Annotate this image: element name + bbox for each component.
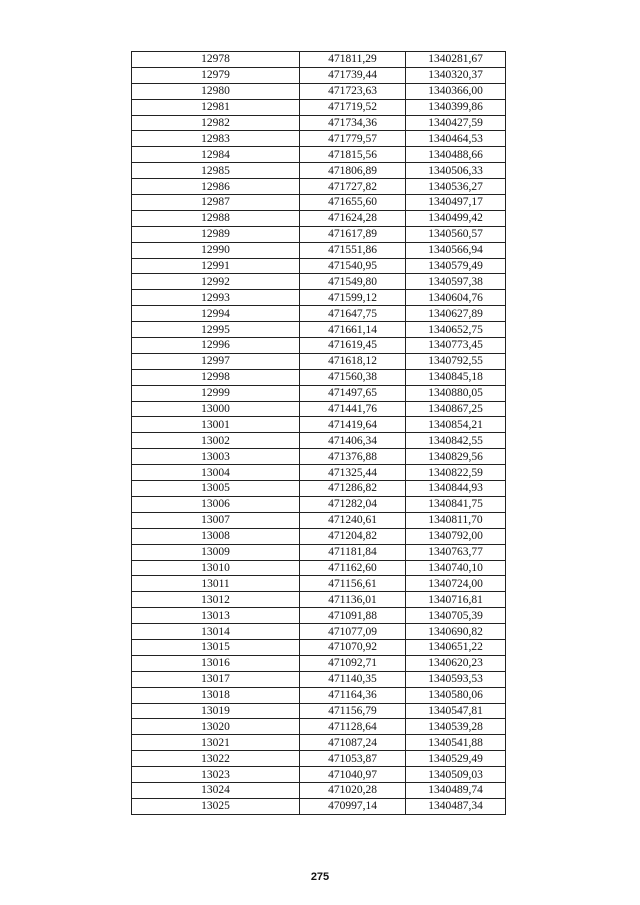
table-row [132, 528, 506, 544]
x-coordinate-cell: 471376,88 [300, 449, 406, 465]
table-row [132, 115, 506, 131]
y-coordinate-cell: 1340854,21 [406, 417, 506, 433]
y-coordinate-cell: 1340597,38 [406, 274, 506, 290]
y-coordinate-cell: 1340506,33 [406, 163, 506, 179]
point-number-cell: 12979 [132, 67, 300, 83]
y-coordinate-cell: 1340822,59 [406, 465, 506, 481]
point-number-cell: 13005 [132, 481, 300, 497]
y-coordinate-cell: 1340716,81 [406, 592, 506, 608]
x-coordinate-cell: 471077,09 [300, 624, 406, 640]
table-row [132, 671, 506, 687]
table-row [132, 338, 506, 354]
table-row [132, 687, 506, 703]
x-coordinate-cell: 471164,36 [300, 687, 406, 703]
table-row [132, 322, 506, 338]
x-coordinate-cell: 470997,14 [300, 798, 406, 814]
y-coordinate-cell: 1340399,86 [406, 99, 506, 115]
point-number-cell: 12978 [132, 52, 300, 68]
x-coordinate-cell: 471719,52 [300, 99, 406, 115]
y-coordinate-cell: 1340547,81 [406, 703, 506, 719]
x-coordinate-cell: 471599,12 [300, 290, 406, 306]
table-row [132, 544, 506, 560]
point-number-cell: 13003 [132, 449, 300, 465]
x-coordinate-cell: 471551,86 [300, 242, 406, 258]
y-coordinate-cell: 1340652,75 [406, 322, 506, 338]
point-number-cell: 13006 [132, 496, 300, 512]
table-row [132, 481, 506, 497]
y-coordinate-cell: 1340627,89 [406, 306, 506, 322]
point-number-cell: 13019 [132, 703, 300, 719]
x-coordinate-cell: 471040,97 [300, 767, 406, 783]
table-row [132, 560, 506, 576]
point-number-cell: 13021 [132, 735, 300, 751]
point-number-cell: 13010 [132, 560, 300, 576]
point-number-cell: 12996 [132, 338, 300, 354]
x-coordinate-cell: 471806,89 [300, 163, 406, 179]
y-coordinate-cell: 1340763,77 [406, 544, 506, 560]
point-number-cell: 12997 [132, 353, 300, 369]
y-coordinate-cell: 1340651,22 [406, 639, 506, 655]
table-row [132, 353, 506, 369]
x-coordinate-cell: 471087,24 [300, 735, 406, 751]
point-number-cell: 12998 [132, 369, 300, 385]
table-row [132, 131, 506, 147]
x-coordinate-cell: 471181,84 [300, 544, 406, 560]
page-number: 275 [310, 871, 330, 883]
y-coordinate-cell: 1340842,55 [406, 433, 506, 449]
table-row [132, 608, 506, 624]
y-coordinate-cell: 1340487,34 [406, 798, 506, 814]
point-number-cell: 13002 [132, 433, 300, 449]
point-number-cell: 12986 [132, 179, 300, 195]
y-coordinate-cell: 1340841,75 [406, 496, 506, 512]
table-row [132, 385, 506, 401]
x-coordinate-cell: 471325,44 [300, 465, 406, 481]
table-row [132, 179, 506, 195]
x-coordinate-cell: 471020,28 [300, 782, 406, 798]
table-row [132, 195, 506, 211]
point-number-cell: 12995 [132, 322, 300, 338]
point-number-cell: 13000 [132, 401, 300, 417]
table-row [132, 719, 506, 735]
table-row [132, 210, 506, 226]
table-row [132, 147, 506, 163]
y-coordinate-cell: 1340845,18 [406, 369, 506, 385]
y-coordinate-cell: 1340499,42 [406, 210, 506, 226]
x-coordinate-cell: 471406,34 [300, 433, 406, 449]
y-coordinate-cell: 1340281,67 [406, 52, 506, 68]
point-number-cell: 13018 [132, 687, 300, 703]
point-number-cell: 13024 [132, 782, 300, 798]
x-coordinate-cell: 471617,89 [300, 226, 406, 242]
table-row [132, 496, 506, 512]
x-coordinate-cell: 471240,61 [300, 512, 406, 528]
table-row [132, 290, 506, 306]
y-coordinate-cell: 1340829,56 [406, 449, 506, 465]
y-coordinate-cell: 1340509,03 [406, 767, 506, 783]
y-coordinate-cell: 1340539,28 [406, 719, 506, 735]
y-coordinate-cell: 1340366,00 [406, 83, 506, 99]
x-coordinate-cell: 471655,60 [300, 195, 406, 211]
y-coordinate-cell: 1340620,23 [406, 655, 506, 671]
point-number-cell: 13025 [132, 798, 300, 814]
point-number-cell: 12981 [132, 99, 300, 115]
point-number-cell: 13004 [132, 465, 300, 481]
table-row [132, 592, 506, 608]
x-coordinate-cell: 471618,12 [300, 353, 406, 369]
point-number-cell: 12989 [132, 226, 300, 242]
x-coordinate-cell: 471540,95 [300, 258, 406, 274]
table-row [132, 226, 506, 242]
x-coordinate-cell: 471128,64 [300, 719, 406, 735]
point-number-cell: 12988 [132, 210, 300, 226]
point-number-cell: 13016 [132, 655, 300, 671]
table-row [132, 576, 506, 592]
table-row [132, 639, 506, 655]
point-number-cell: 13013 [132, 608, 300, 624]
table-row [132, 782, 506, 798]
x-coordinate-cell: 471549,80 [300, 274, 406, 290]
table-row [132, 258, 506, 274]
x-coordinate-cell: 471204,82 [300, 528, 406, 544]
table-row [132, 465, 506, 481]
table-row [132, 449, 506, 465]
y-coordinate-cell: 1340593,53 [406, 671, 506, 687]
y-coordinate-cell: 1340497,17 [406, 195, 506, 211]
point-number-cell: 13009 [132, 544, 300, 560]
point-number-cell: 12983 [132, 131, 300, 147]
point-number-cell: 13017 [132, 671, 300, 687]
table-row [132, 274, 506, 290]
point-number-cell: 13020 [132, 719, 300, 735]
table-body [132, 52, 506, 815]
y-coordinate-cell: 1340690,82 [406, 624, 506, 640]
table-row [132, 433, 506, 449]
table-row [132, 306, 506, 322]
table-row [132, 401, 506, 417]
table-row [132, 703, 506, 719]
x-coordinate-cell: 471441,76 [300, 401, 406, 417]
point-number-cell: 12993 [132, 290, 300, 306]
point-number-cell: 13001 [132, 417, 300, 433]
x-coordinate-cell: 471419,64 [300, 417, 406, 433]
point-number-cell: 12994 [132, 306, 300, 322]
x-coordinate-cell: 471286,82 [300, 481, 406, 497]
x-coordinate-cell: 471779,57 [300, 131, 406, 147]
x-coordinate-cell: 471811,29 [300, 52, 406, 68]
x-coordinate-cell: 471624,28 [300, 210, 406, 226]
table-row [132, 767, 506, 783]
y-coordinate-cell: 1340579,49 [406, 258, 506, 274]
table-row [132, 83, 506, 99]
point-number-cell: 13011 [132, 576, 300, 592]
table-row [132, 67, 506, 83]
x-coordinate-cell: 471282,04 [300, 496, 406, 512]
x-coordinate-cell: 471619,45 [300, 338, 406, 354]
table-row [132, 52, 506, 68]
y-coordinate-cell: 1340811,70 [406, 512, 506, 528]
x-coordinate-cell: 471162,60 [300, 560, 406, 576]
table-row [132, 369, 506, 385]
point-number-cell: 13008 [132, 528, 300, 544]
x-coordinate-cell: 471070,92 [300, 639, 406, 655]
point-number-cell: 13007 [132, 512, 300, 528]
x-coordinate-cell: 471497,65 [300, 385, 406, 401]
y-coordinate-cell: 1340844,93 [406, 481, 506, 497]
x-coordinate-cell: 471136,01 [300, 592, 406, 608]
point-number-cell: 13012 [132, 592, 300, 608]
coordinates-table [131, 51, 506, 815]
y-coordinate-cell: 1340724,00 [406, 576, 506, 592]
x-coordinate-cell: 471560,38 [300, 369, 406, 385]
point-number-cell: 12987 [132, 195, 300, 211]
table-row [132, 624, 506, 640]
table-row [132, 242, 506, 258]
point-number-cell: 12980 [132, 83, 300, 99]
x-coordinate-cell: 471156,61 [300, 576, 406, 592]
y-coordinate-cell: 1340580,06 [406, 687, 506, 703]
point-number-cell: 12992 [132, 274, 300, 290]
y-coordinate-cell: 1340792,55 [406, 353, 506, 369]
y-coordinate-cell: 1340536,27 [406, 179, 506, 195]
point-number-cell: 12990 [132, 242, 300, 258]
point-number-cell: 13023 [132, 767, 300, 783]
x-coordinate-cell: 471723,63 [300, 83, 406, 99]
point-number-cell: 13015 [132, 639, 300, 655]
y-coordinate-cell: 1340488,66 [406, 147, 506, 163]
y-coordinate-cell: 1340792,00 [406, 528, 506, 544]
table-row [132, 735, 506, 751]
x-coordinate-cell: 471091,88 [300, 608, 406, 624]
y-coordinate-cell: 1340489,74 [406, 782, 506, 798]
x-coordinate-cell: 471739,44 [300, 67, 406, 83]
x-coordinate-cell: 471156,79 [300, 703, 406, 719]
y-coordinate-cell: 1340773,45 [406, 338, 506, 354]
table-row [132, 655, 506, 671]
y-coordinate-cell: 1340705,39 [406, 608, 506, 624]
point-number-cell: 12982 [132, 115, 300, 131]
table-row [132, 417, 506, 433]
point-number-cell: 12999 [132, 385, 300, 401]
y-coordinate-cell: 1340560,57 [406, 226, 506, 242]
y-coordinate-cell: 1340541,88 [406, 735, 506, 751]
x-coordinate-cell: 471092,71 [300, 655, 406, 671]
table-row [132, 751, 506, 767]
y-coordinate-cell: 1340604,76 [406, 290, 506, 306]
y-coordinate-cell: 1340566,94 [406, 242, 506, 258]
x-coordinate-cell: 471053,87 [300, 751, 406, 767]
y-coordinate-cell: 1340880,05 [406, 385, 506, 401]
x-coordinate-cell: 471815,56 [300, 147, 406, 163]
y-coordinate-cell: 1340427,59 [406, 115, 506, 131]
y-coordinate-cell: 1340529,49 [406, 751, 506, 767]
y-coordinate-cell: 1340464,53 [406, 131, 506, 147]
table-row [132, 99, 506, 115]
x-coordinate-cell: 471647,75 [300, 306, 406, 322]
x-coordinate-cell: 471140,35 [300, 671, 406, 687]
table-row [132, 163, 506, 179]
x-coordinate-cell: 471734,36 [300, 115, 406, 131]
point-number-cell: 12984 [132, 147, 300, 163]
table-row [132, 512, 506, 528]
table-row [132, 798, 506, 814]
point-number-cell: 12985 [132, 163, 300, 179]
x-coordinate-cell: 471661,14 [300, 322, 406, 338]
x-coordinate-cell: 471727,82 [300, 179, 406, 195]
point-number-cell: 12991 [132, 258, 300, 274]
point-number-cell: 13014 [132, 624, 300, 640]
y-coordinate-cell: 1340867,25 [406, 401, 506, 417]
point-number-cell: 13022 [132, 751, 300, 767]
y-coordinate-cell: 1340740,10 [406, 560, 506, 576]
y-coordinate-cell: 1340320,37 [406, 67, 506, 83]
